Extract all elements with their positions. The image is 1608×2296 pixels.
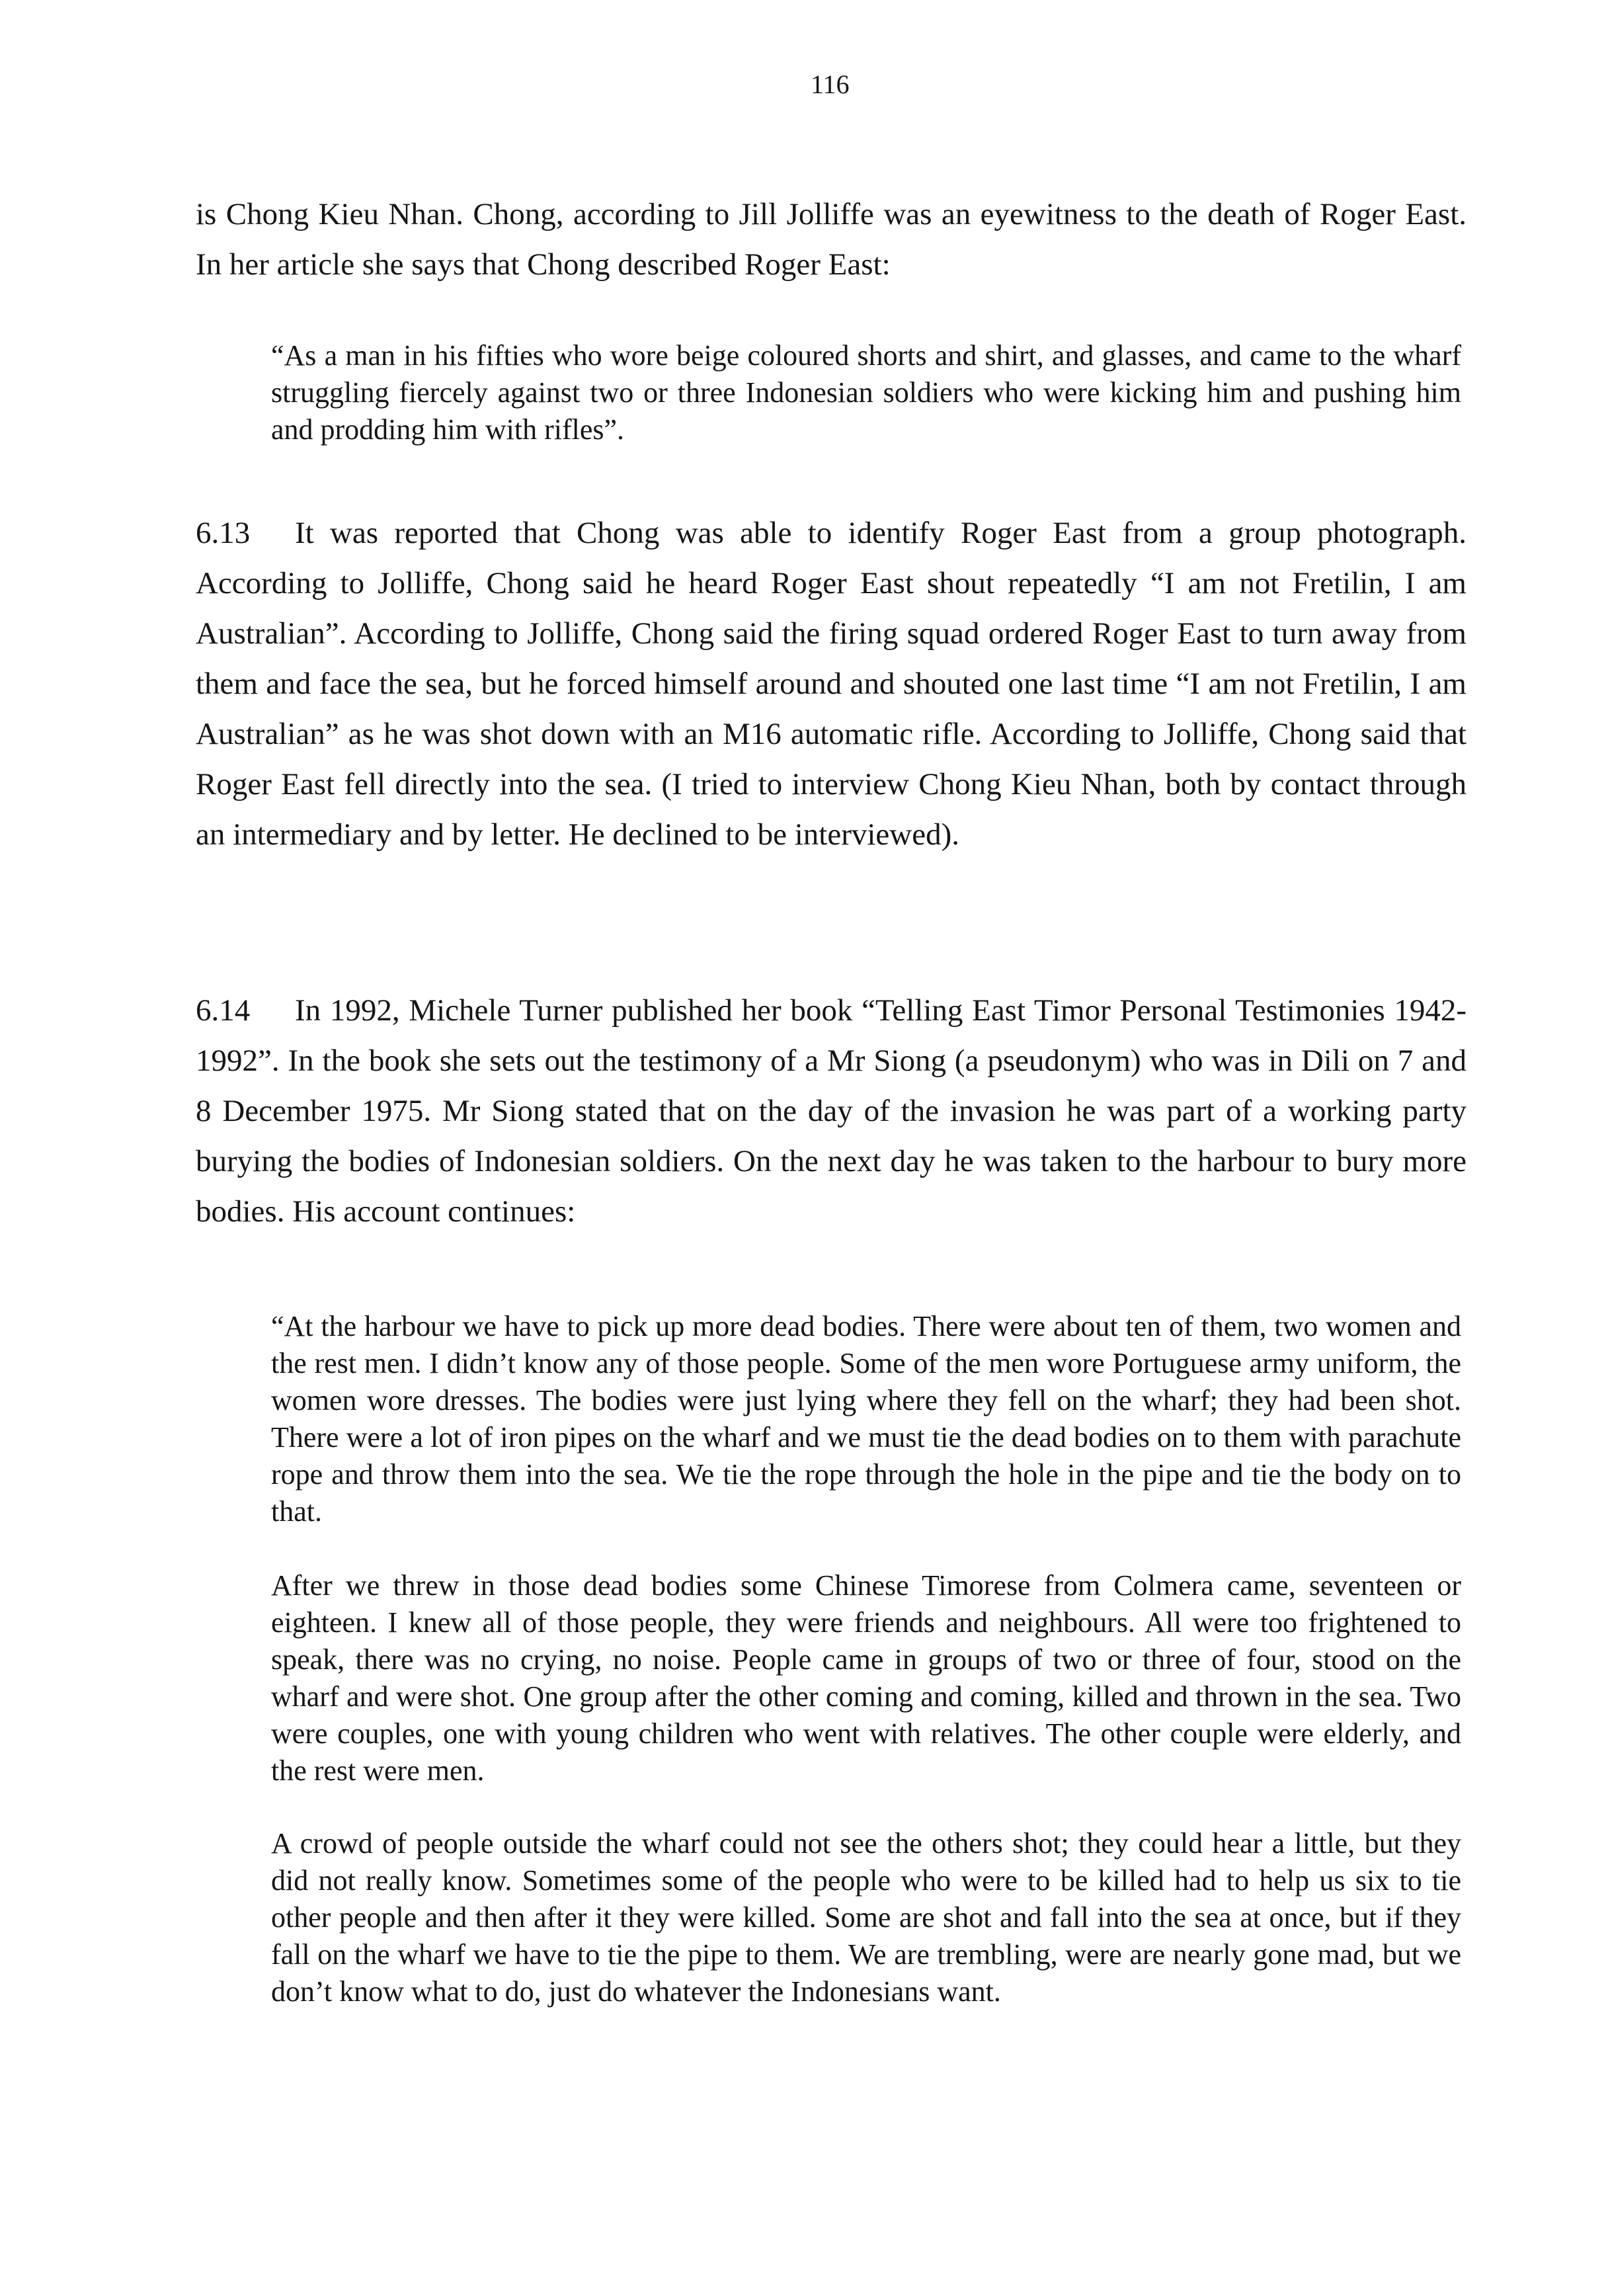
block-quote-colmera: After we threw in those dead bodies some Chinese Timorese from Colmera came, seventeen or eighteen. I knew all of those people, they were friends and neighbours. All were too frightened to speak, there was no crying, no noise. People came in groups of two or three of four, stood on the wharf and were shot. One group after the other coming and coming, killed and thrown in the sea. Two were couples, one with young children who went with relatives. The other couple were elderly, and the rest were men.: [271, 1569, 1461, 1787]
paragraph-6-14: [196, 985, 1467, 1237]
page-number: 116: [811, 69, 850, 99]
paragraph-number: 6.14: [196, 993, 251, 1028]
block-quote-chong: “As a man in his fifties who wore beige coloured shorts and shirt, and glasses, and came to the wharf struggling fiercely against two or three Indonesian soldiers who were kicking him and pushing him and prodding him with rifles”.: [271, 339, 1461, 446]
intro-paragraph: is Chong Kieu Nhan. Chong, according to Jill Jolliffe was an eyewitness to the death of Roger East. In her article she says that Chong described Roger East:: [196, 197, 1467, 282]
paragraph-text: In 1992, Michele Turner published her book “Telling East Timor Personal Testimonies 1942-1992”. In the book she sets out the testimony of a Mr Siong (a pseudonym) who was in Dili on 7 and 8 December 1975. Mr Siong stated that on the day of the invasion he was part of a working party burying the bodies of Indonesian soldiers. On the next day he was taken to the harbour to bury more bodies. His account continues:: [196, 993, 1467, 1229]
paragraph-6-13: [196, 508, 1467, 860]
paragraph-text: It was reported that Chong was able to identify Roger East from a group photograph. According to Jolliffe, Chong said he heard Roger East shout repeatedly “I am not Fretilin, I am Australian”. According to Jolliffe, Chong said the firing squad ordered Roger East to turn away from them and face the sea, but he forced himself around and shouted one last time “I am not Fretilin, I am Australian” as he was shot down with an M16 automatic rifle. According to Jolliffe, Chong said that Roger East fell directly into the sea. (I tried to interview Chong Kieu Nhan, both by contact through an intermediary and by letter. He declined to be interviewed).: [196, 516, 1467, 852]
block-quote-harbour: “At the harbour we have to pick up more dead bodies. There were about ten of them, two women and the rest men. I didn’t know any of those people. Some of the men wore Portuguese army uniform, the women wore dresses. The bodies were just lying where they fell on the wharf; they had been shot. There were a lot of iron pipes on the wharf and we must tie the dead bodies on to them with parachute rope and throw them into the sea. We tie the rope through the hole in the pipe and tie the body on to that.: [271, 1310, 1461, 1528]
block-quote-crowd: A crowd of people outside the wharf could not see the others shot; they could hear a little, but they did not really know. Sometimes some of the people who were to be killed had to help us six to tie other people and then after it they were killed. Some are shot and fall into the sea at once, but if they fall on the wharf we have to tie the pipe to them. We are trembling, were are nearly gone mad, but we don’t know what to do, just do whatever the Indonesians want.: [271, 1827, 1461, 2008]
paragraph-number: 6.13: [196, 516, 251, 550]
